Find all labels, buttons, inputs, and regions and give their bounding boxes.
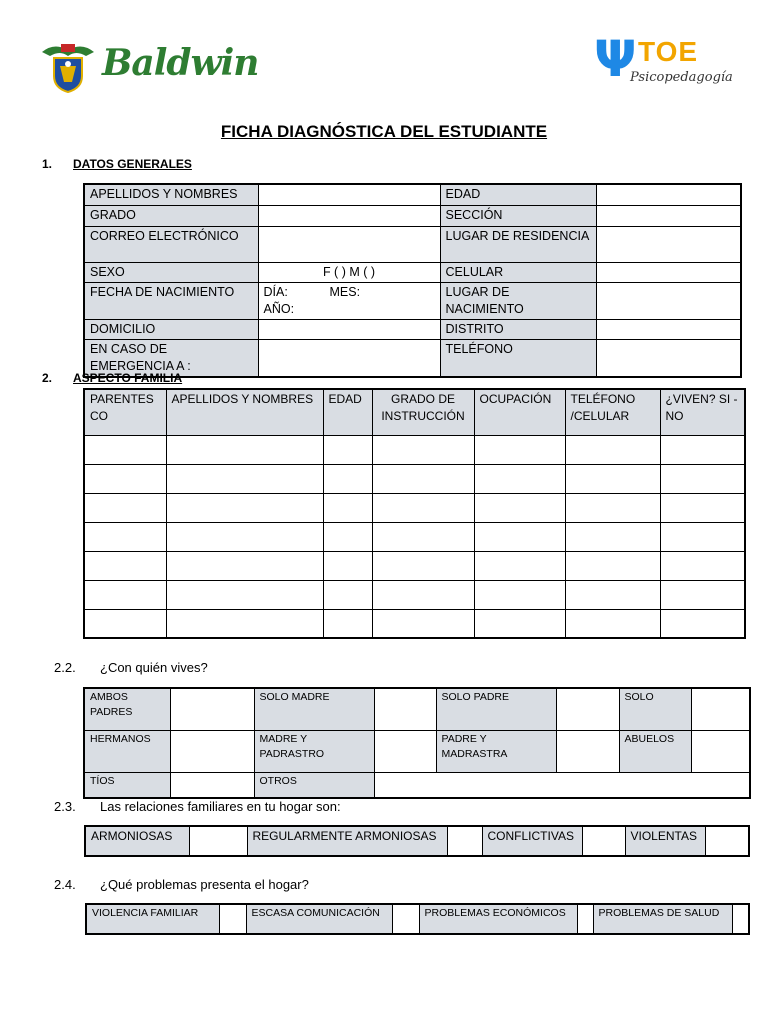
check-ambos-padres[interactable]: [170, 688, 254, 730]
option-otros: OTROS: [254, 772, 374, 798]
option-padre-madrastra: PADRE Y MADRASTRA: [436, 730, 556, 772]
family-cell[interactable]: [84, 551, 166, 580]
option-solo-madre: SOLO MADRE: [254, 688, 374, 730]
family-cell[interactable]: [474, 493, 565, 522]
check-violencia-familiar[interactable]: [219, 904, 246, 934]
family-cell[interactable]: [323, 551, 372, 580]
input-distrito[interactable]: [596, 319, 741, 339]
section-2-heading: 2. ASPECTO FAMILIA: [42, 371, 183, 385]
family-cell[interactable]: [565, 522, 660, 551]
option-problemas-economicos: PROBLEMAS ECONÓMICOS: [419, 904, 577, 934]
family-cell[interactable]: [565, 435, 660, 464]
option-escasa-comunicacion: ESCASA COMUNICACIÓN: [246, 904, 392, 934]
family-cell[interactable]: [372, 580, 474, 609]
family-cell[interactable]: [660, 493, 745, 522]
col-grado-instruccion: GRADO DE INSTRUCCIÓN: [372, 389, 474, 435]
mes-label: MES:: [329, 284, 361, 299]
label-apellidos: APELLIDOS Y NOMBRES: [84, 184, 258, 205]
option-solo-padre: SOLO PADRE: [436, 688, 556, 730]
option-tios: TÍOS: [84, 772, 170, 798]
label-correo: CORREO ELECTRÓNICO: [84, 226, 258, 262]
label-domicilio: DOMICILIO: [84, 319, 258, 339]
anio-label: AÑO:: [263, 301, 295, 316]
family-cell[interactable]: [84, 464, 166, 493]
crest-icon: [40, 38, 96, 94]
family-row: [84, 551, 745, 580]
school-logo-text: Baldwin: [102, 42, 259, 84]
family-cell[interactable]: [660, 609, 745, 638]
section-1-heading: 1. DATOS GENERALES: [42, 157, 192, 171]
col-viven: ¿VIVEN? SI - NO: [660, 389, 745, 435]
family-cell[interactable]: [565, 493, 660, 522]
family-cell[interactable]: [166, 551, 323, 580]
family-cell[interactable]: [372, 493, 474, 522]
label-emergencia: EN CASO DE EMERGENCIA A :: [84, 339, 258, 377]
family-row: [84, 493, 745, 522]
check-solo[interactable]: [691, 688, 750, 730]
col-parentesco: PARENTESCO: [84, 389, 166, 435]
label-edad: EDAD: [440, 184, 596, 205]
psico-logo-sub: Psicopedagogía: [630, 70, 733, 85]
family-cell[interactable]: [660, 435, 745, 464]
check-solo-madre[interactable]: [374, 688, 436, 730]
page-title: FICHA DIAGNÓSTICA DEL ESTUDIANTE: [220, 122, 548, 141]
family-table: [83, 388, 746, 639]
label-lugar-residencia: LUGAR DE RESIDENCIA: [440, 226, 596, 262]
option-abuelos: ABUELOS: [619, 730, 691, 772]
family-cell[interactable]: [323, 435, 372, 464]
family-cell[interactable]: [166, 493, 323, 522]
col-apellidos: APELLIDOS Y NOMBRES: [166, 389, 323, 435]
family-cell[interactable]: [323, 493, 372, 522]
option-problemas-salud: PROBLEMAS DE SALUD: [593, 904, 732, 934]
option-regularmente-armoniosas: REGULARMENTE ARMONIOSAS: [247, 826, 447, 856]
family-cell[interactable]: [474, 580, 565, 609]
input-apellidos[interactable]: [258, 184, 440, 205]
family-cell[interactable]: [660, 522, 745, 551]
family-cell[interactable]: [565, 580, 660, 609]
input-emergencia[interactable]: [258, 339, 440, 377]
family-cell[interactable]: [166, 609, 323, 638]
general-data-table: [83, 183, 742, 378]
label-distrito: DISTRITO: [440, 319, 596, 339]
question-2-3: 2.3. Las relaciones familiares en tu hogar son:: [54, 799, 341, 814]
family-cell[interactable]: [323, 609, 372, 638]
family-cell[interactable]: [565, 464, 660, 493]
option-hermanos: HERMANOS: [84, 730, 170, 772]
family-cell[interactable]: [474, 435, 565, 464]
col-ocupacion: OCUPACIÓN: [474, 389, 565, 435]
family-cell[interactable]: [474, 522, 565, 551]
input-telefono[interactable]: [596, 339, 741, 377]
check-problemas-salud[interactable]: [732, 904, 749, 934]
check-hermanos[interactable]: [170, 730, 254, 772]
input-fecha-nacimiento[interactable]: [258, 282, 440, 319]
input-otros[interactable]: [374, 772, 750, 798]
question-2-2: 2.2. ¿Con quién vives?: [54, 660, 208, 675]
family-cell[interactable]: [323, 522, 372, 551]
family-cell[interactable]: [660, 551, 745, 580]
family-cell[interactable]: [166, 522, 323, 551]
family-row: [84, 522, 745, 551]
family-cell[interactable]: [84, 609, 166, 638]
family-cell[interactable]: [372, 464, 474, 493]
family-cell[interactable]: [323, 464, 372, 493]
option-violencia-familiar: VIOLENCIA FAMILIAR: [86, 904, 219, 934]
lives-with-table: [83, 687, 751, 799]
label-fecha-nacimiento: FECHA DE NACIMIENTO: [84, 282, 258, 319]
family-cell[interactable]: [372, 609, 474, 638]
dia-label: DÍA:: [263, 284, 288, 299]
family-cell[interactable]: [565, 609, 660, 638]
problems-table: [85, 903, 750, 935]
check-abuelos[interactable]: [691, 730, 750, 772]
check-problemas-economicos[interactable]: [577, 904, 593, 934]
school-logo: [40, 38, 259, 94]
check-padre-madrastra[interactable]: [556, 730, 619, 772]
label-lugar-nacimiento: LUGAR DE NACIMIENTO: [440, 282, 596, 319]
label-celular: CELULAR: [440, 262, 596, 282]
family-cell[interactable]: [474, 551, 565, 580]
psi-icon: Ψ: [594, 30, 637, 88]
label-sexo: SEXO: [84, 262, 258, 282]
family-cell[interactable]: [166, 580, 323, 609]
family-cell[interactable]: [474, 609, 565, 638]
label-seccion: SECCIÓN: [440, 205, 596, 226]
relations-table: [84, 825, 750, 857]
input-sexo[interactable]: F ( ) M ( ): [258, 262, 440, 282]
family-cell[interactable]: [84, 522, 166, 551]
input-celular[interactable]: [596, 262, 741, 282]
input-seccion[interactable]: [596, 205, 741, 226]
family-row: [84, 580, 745, 609]
family-cell[interactable]: [660, 464, 745, 493]
label-telefono: TELÉFONO: [440, 339, 596, 377]
check-regularmente-armoniosas[interactable]: [447, 826, 482, 856]
option-conflictivas: CONFLICTIVAS: [482, 826, 582, 856]
input-edad[interactable]: [596, 184, 741, 205]
col-telefono: TELÉFONO /CELULAR: [565, 389, 660, 435]
family-cell[interactable]: [84, 435, 166, 464]
family-cell[interactable]: [84, 493, 166, 522]
label-grado: GRADO: [84, 205, 258, 226]
family-cell[interactable]: [166, 435, 323, 464]
option-solo: SOLO: [619, 688, 691, 730]
question-2-4: 2.4. ¿Qué problemas presenta el hogar?: [54, 877, 309, 892]
family-cell[interactable]: [372, 522, 474, 551]
check-solo-padre[interactable]: [556, 688, 619, 730]
check-escasa-comunicacion[interactable]: [392, 904, 419, 934]
family-cell[interactable]: [84, 580, 166, 609]
option-armoniosas: ARMONIOSAS: [85, 826, 189, 856]
family-cell[interactable]: [372, 551, 474, 580]
psico-logo-main: TOE: [638, 36, 699, 67]
family-row: [84, 435, 745, 464]
family-cell[interactable]: [565, 551, 660, 580]
check-violentas[interactable]: [705, 826, 749, 856]
input-correo[interactable]: [258, 226, 440, 262]
input-lugar-residencia[interactable]: [596, 226, 741, 262]
family-cell[interactable]: [474, 464, 565, 493]
check-tios[interactable]: [170, 772, 254, 798]
family-row: [84, 464, 745, 493]
option-madre-padrastro: MADRE Y PADRASTRO: [254, 730, 374, 772]
family-row: [84, 609, 745, 638]
check-conflictivas[interactable]: [582, 826, 625, 856]
family-cell[interactable]: [166, 464, 323, 493]
input-grado[interactable]: [258, 205, 440, 226]
psico-logo: [594, 30, 734, 96]
input-lugar-nacimiento[interactable]: [596, 282, 741, 319]
check-madre-padrastro[interactable]: [374, 730, 436, 772]
family-cell[interactable]: [323, 580, 372, 609]
input-domicilio[interactable]: [258, 319, 440, 339]
col-edad: EDAD: [323, 389, 372, 435]
family-cell[interactable]: [660, 580, 745, 609]
option-ambos-padres: AMBOS PADRES: [84, 688, 170, 730]
family-cell[interactable]: [372, 435, 474, 464]
check-armoniosas[interactable]: [189, 826, 247, 856]
option-violentas: VIOLENTAS: [625, 826, 705, 856]
